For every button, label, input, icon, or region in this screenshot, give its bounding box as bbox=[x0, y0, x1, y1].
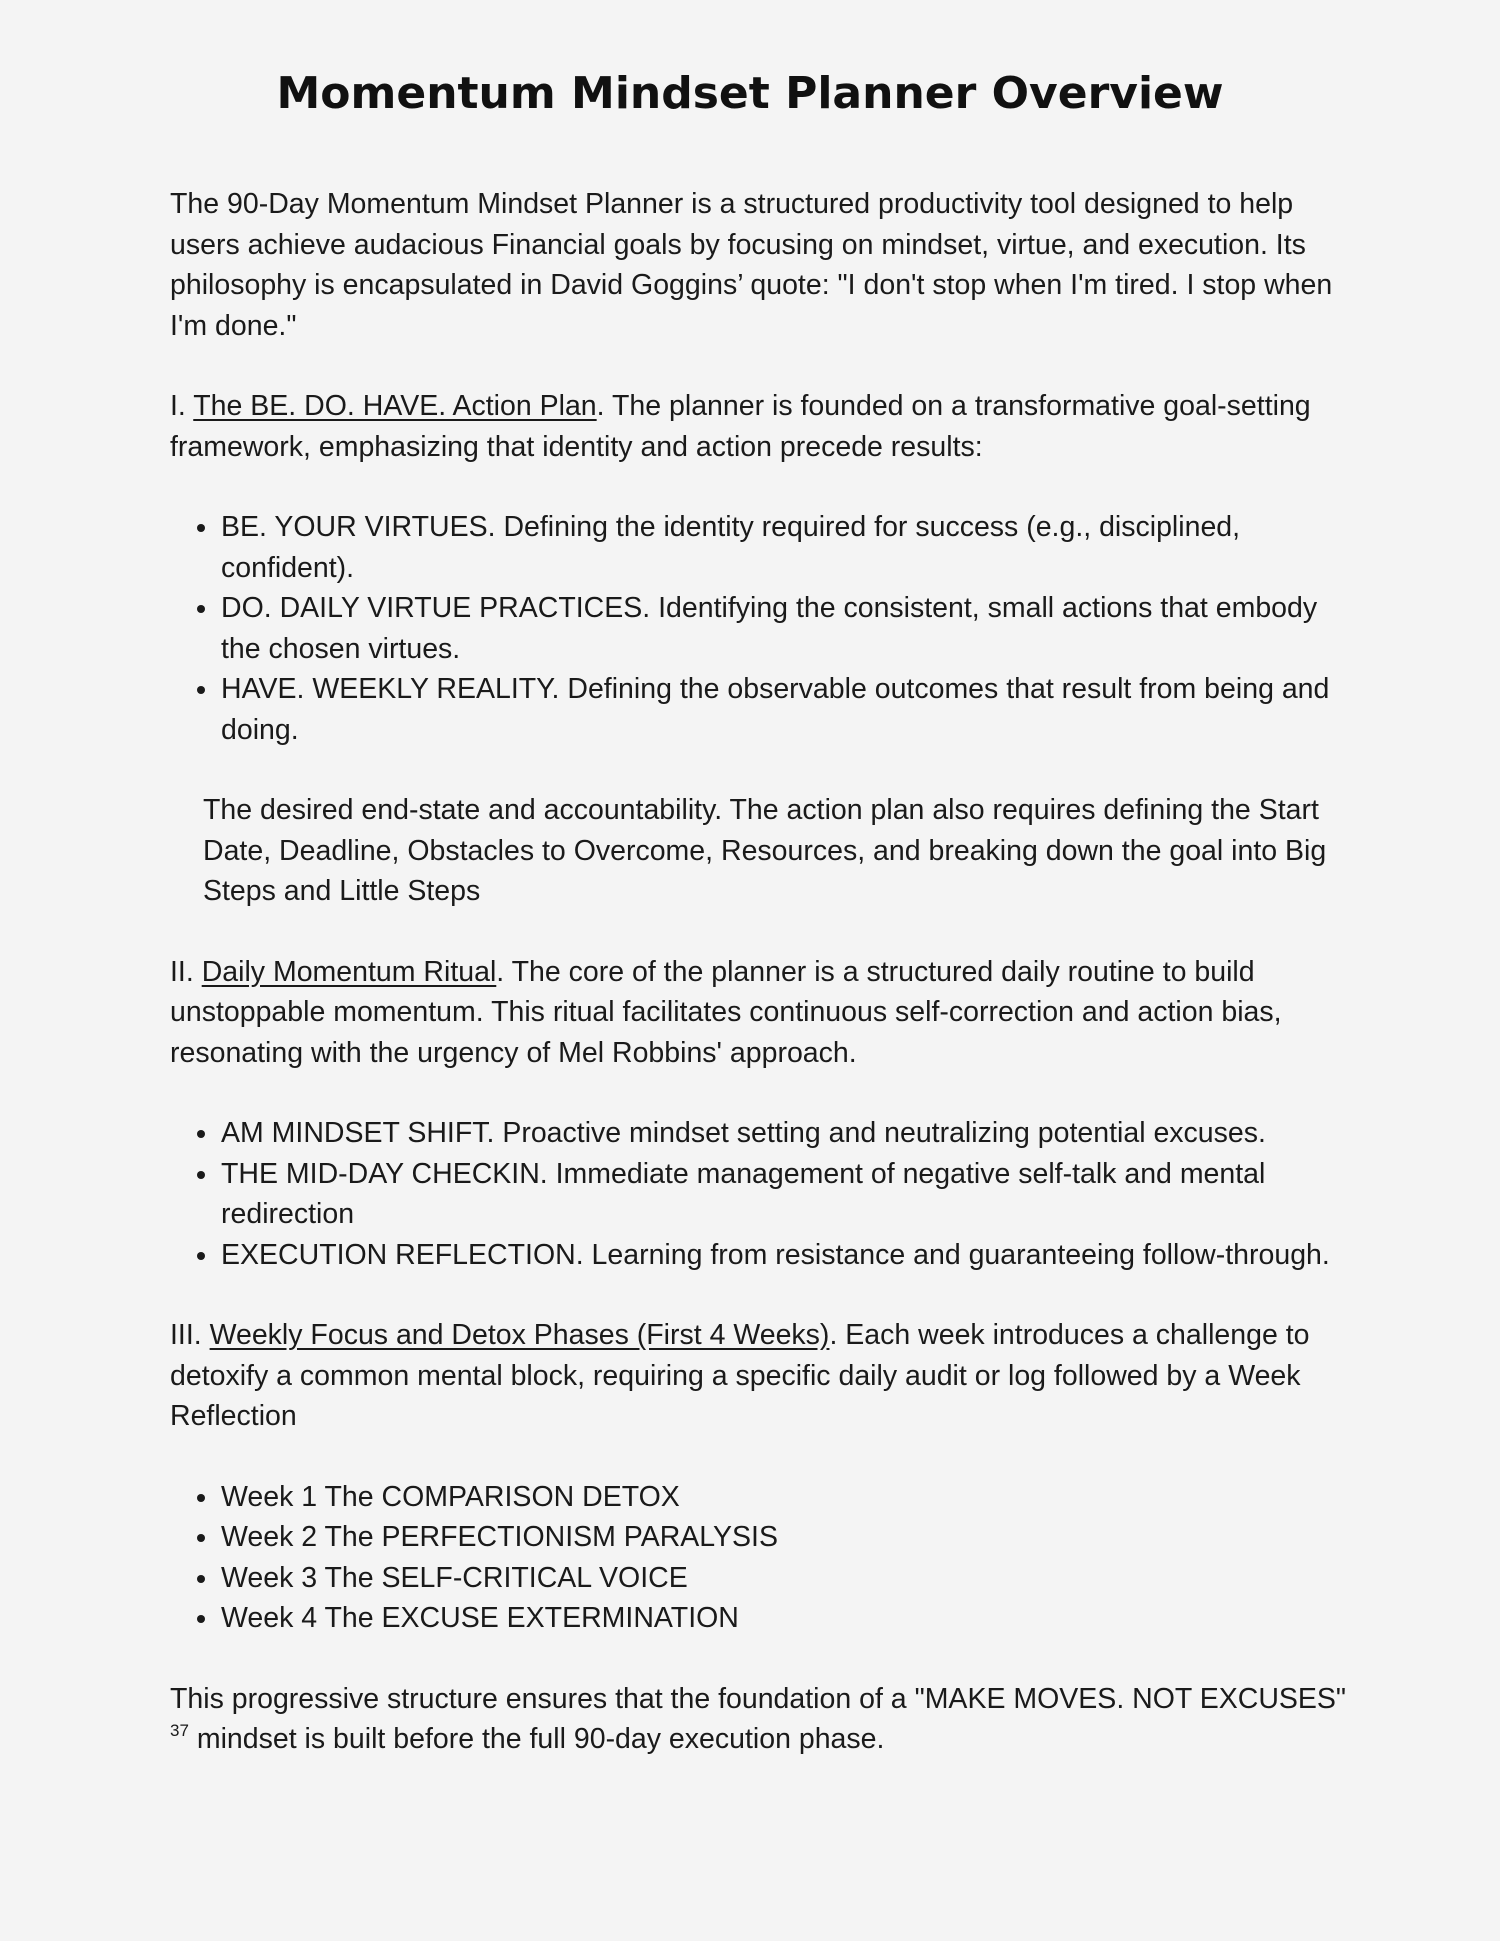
closing-paragraph bbox=[170, 1679, 1350, 1760]
list-item: Week 1 The COMPARISON DETOX bbox=[221, 1477, 1350, 1518]
list-item: DO. DAILY VIRTUE PRACTICES. Identifying the consistent, small actions that embody the chosen virtues. bbox=[221, 588, 1350, 669]
closing-text-after: mindset is built before the full 90-day execution phase. bbox=[188, 1723, 885, 1755]
section-1-text: . The planner is founded on a transformative goal-setting framework, emphasizing that identity and action precede results: bbox=[170, 390, 1311, 463]
section-2-text: . The core of the planner is a structured daily routine to build unstoppable momentum. This ritual facilitates continuous self-correction and action bias, resonating with the urgency of Mel Robbins' approach. bbox=[170, 955, 1282, 1069]
page-title: Momentum Mindset Planner Overview bbox=[276, 68, 1224, 119]
section-3-list bbox=[170, 1477, 1350, 1639]
section-3-text: . Each week introduces a challenge to detoxify a common mental block, requiring a specific daily audit or log followed by a Week Reflection bbox=[170, 1319, 1310, 1432]
section-1-heading: The BE. DO. HAVE. Action Plan bbox=[193, 390, 597, 422]
section-2-paragraph bbox=[170, 952, 1350, 1074]
section-3-paragraph bbox=[170, 1315, 1350, 1437]
section-1-list bbox=[170, 507, 1350, 750]
section-2-list bbox=[170, 1113, 1350, 1275]
section-2-numeral: II. bbox=[170, 955, 202, 988]
section-1-paragraph bbox=[170, 386, 1350, 467]
list-item: BE. YOUR VIRTUES. Defining the identity required for success (e.g., disciplined, confident). bbox=[221, 507, 1350, 588]
intro-paragraph: The 90-Day Momentum Mindset Planner is a structured productivity tool designed to help users achieve audacious Financial goals by focusing on mindset, virtue, and execution. Its philosophy is encapsulated in David Goggins’ quote: "I don't stop when I'm tired. I stop when I'm done." bbox=[170, 188, 1333, 342]
list-item: EXECUTION REFLECTION. Learning from resistance and guaranteeing follow-through. bbox=[221, 1235, 1350, 1276]
section-1-note: The desired end-state and accountability. The action plan also requires defining the Start Date, Deadline, Obstacles to Overcome, Resources, and breaking down the goal into Big Steps and Little Steps bbox=[203, 794, 1327, 907]
list-item: Week 3 The SELF-CRITICAL VOICE bbox=[221, 1558, 1350, 1599]
section-2-heading: Daily Momentum Ritual bbox=[201, 955, 497, 988]
footnote-marker: 37 bbox=[170, 1721, 189, 1740]
closing-text-before: This progressive structure ensures that the foundation of a "MAKE MOVES. NOT EXCUSES" bbox=[170, 1682, 1347, 1715]
list-item: AM MINDSET SHIFT. Proactive mindset setting and neutralizing potential excuses. bbox=[221, 1113, 1350, 1154]
section-3-numeral: III. bbox=[170, 1319, 210, 1351]
list-item: HAVE. WEEKLY REALITY. Defining the observable outcomes that result from being and doing. bbox=[221, 669, 1350, 750]
section-1-numeral: I. bbox=[170, 390, 194, 422]
list-item: Week 2 The PERFECTIONISM PARALYSIS bbox=[221, 1517, 1350, 1558]
list-item: THE MID-DAY CHECKIN. Immediate management of negative self-talk and mental redirection bbox=[221, 1154, 1350, 1235]
section-3-heading: Weekly Focus and Detox Phases (First 4 Weeks) bbox=[209, 1319, 830, 1351]
list-item: Week 4 The EXCUSE EXTERMINATION bbox=[221, 1598, 1350, 1639]
